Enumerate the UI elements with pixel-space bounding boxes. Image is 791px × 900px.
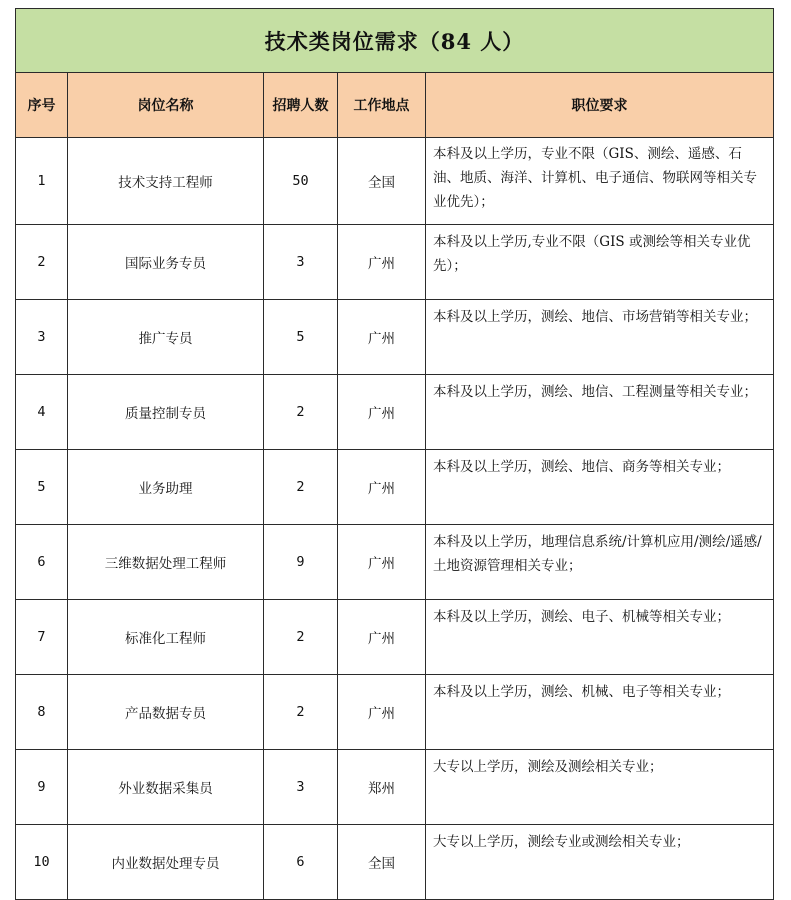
cell-position-name: 内业数据处理专员 (68, 825, 264, 900)
cell-position-name: 国际业务专员 (68, 225, 264, 300)
cell-position-name: 三维数据处理工程师 (68, 525, 264, 600)
cell-location: 广州 (338, 375, 426, 450)
cell-requirement: 本科及以上学历，测绘、机械、电子等相关专业； (426, 675, 774, 750)
table-row (16, 750, 774, 825)
cell-requirement: 本科及以上学历，地理信息系统/计算机应用/测绘/遥感/土地资源管理相关专业； (426, 525, 774, 600)
cell-location: 全国 (338, 138, 426, 225)
cell-headcount: 2 (264, 675, 338, 750)
cell-no: 8 (16, 675, 68, 750)
cell-headcount: 3 (264, 225, 338, 300)
cell-headcount: 2 (264, 450, 338, 525)
cell-location: 广州 (338, 525, 426, 600)
table-row (16, 600, 774, 675)
cell-no: 5 (16, 450, 68, 525)
cell-no: 9 (16, 750, 68, 825)
table-row (16, 225, 774, 300)
table-row (16, 525, 774, 600)
cell-position-name: 业务助理 (68, 450, 264, 525)
cell-headcount: 2 (264, 600, 338, 675)
header-requirement: 职位要求 (426, 73, 774, 138)
cell-headcount: 6 (264, 825, 338, 900)
table-row (16, 825, 774, 900)
table-title: 技术类岗位需求（84 人） (16, 9, 774, 73)
cell-position-name: 标准化工程师 (68, 600, 264, 675)
cell-position-name: 外业数据采集员 (68, 750, 264, 825)
cell-headcount: 50 (264, 138, 338, 225)
cell-headcount: 5 (264, 300, 338, 375)
cell-location: 广州 (338, 675, 426, 750)
table-row (16, 300, 774, 375)
cell-location: 全国 (338, 825, 426, 900)
cell-location: 广州 (338, 225, 426, 300)
header-no: 序号 (16, 73, 68, 138)
header-name: 岗位名称 (68, 73, 264, 138)
cell-headcount: 9 (264, 525, 338, 600)
cell-requirement: 本科及以上学历，测绘、地信、市场营销等相关专业； (426, 300, 774, 375)
table-row (16, 138, 774, 225)
cell-no: 4 (16, 375, 68, 450)
job-table-container (15, 8, 773, 900)
cell-no: 1 (16, 138, 68, 225)
cell-position-name: 质量控制专员 (68, 375, 264, 450)
header-count: 招聘人数 (264, 73, 338, 138)
cell-position-name: 技术支持工程师 (68, 138, 264, 225)
cell-requirement: 本科及以上学历，专业不限（GIS、测绘、遥感、石油、地质、海洋、计算机、电子通信、物联网等相关专业优先）； (426, 138, 774, 225)
cell-position-name: 产品数据专员 (68, 675, 264, 750)
cell-no: 6 (16, 525, 68, 600)
cell-no: 2 (16, 225, 68, 300)
cell-no: 10 (16, 825, 68, 900)
table-row (16, 675, 774, 750)
table-row (16, 375, 774, 450)
cell-headcount: 2 (264, 375, 338, 450)
cell-no: 7 (16, 600, 68, 675)
cell-requirement: 本科及以上学历，测绘、地信、工程测量等相关专业； (426, 375, 774, 450)
cell-location: 广州 (338, 450, 426, 525)
header-location: 工作地点 (338, 73, 426, 138)
cell-requirement: 大专以上学历，测绘专业或测绘相关专业； (426, 825, 774, 900)
cell-no: 3 (16, 300, 68, 375)
cell-location: 广州 (338, 300, 426, 375)
cell-requirement: 大专以上学历，测绘及测绘相关专业； (426, 750, 774, 825)
cell-requirement: 本科及以上学历，测绘、地信、商务等相关专业； (426, 450, 774, 525)
cell-requirement: 本科及以上学历,专业不限（GIS 或测绘等相关专业优先）； (426, 225, 774, 300)
table-row (16, 450, 774, 525)
cell-position-name: 推广专员 (68, 300, 264, 375)
cell-headcount: 3 (264, 750, 338, 825)
header-row (16, 73, 774, 138)
cell-location: 郑州 (338, 750, 426, 825)
cell-location: 广州 (338, 600, 426, 675)
cell-requirement: 本科及以上学历，测绘、电子、机械等相关专业； (426, 600, 774, 675)
job-requirements-table (15, 8, 774, 900)
